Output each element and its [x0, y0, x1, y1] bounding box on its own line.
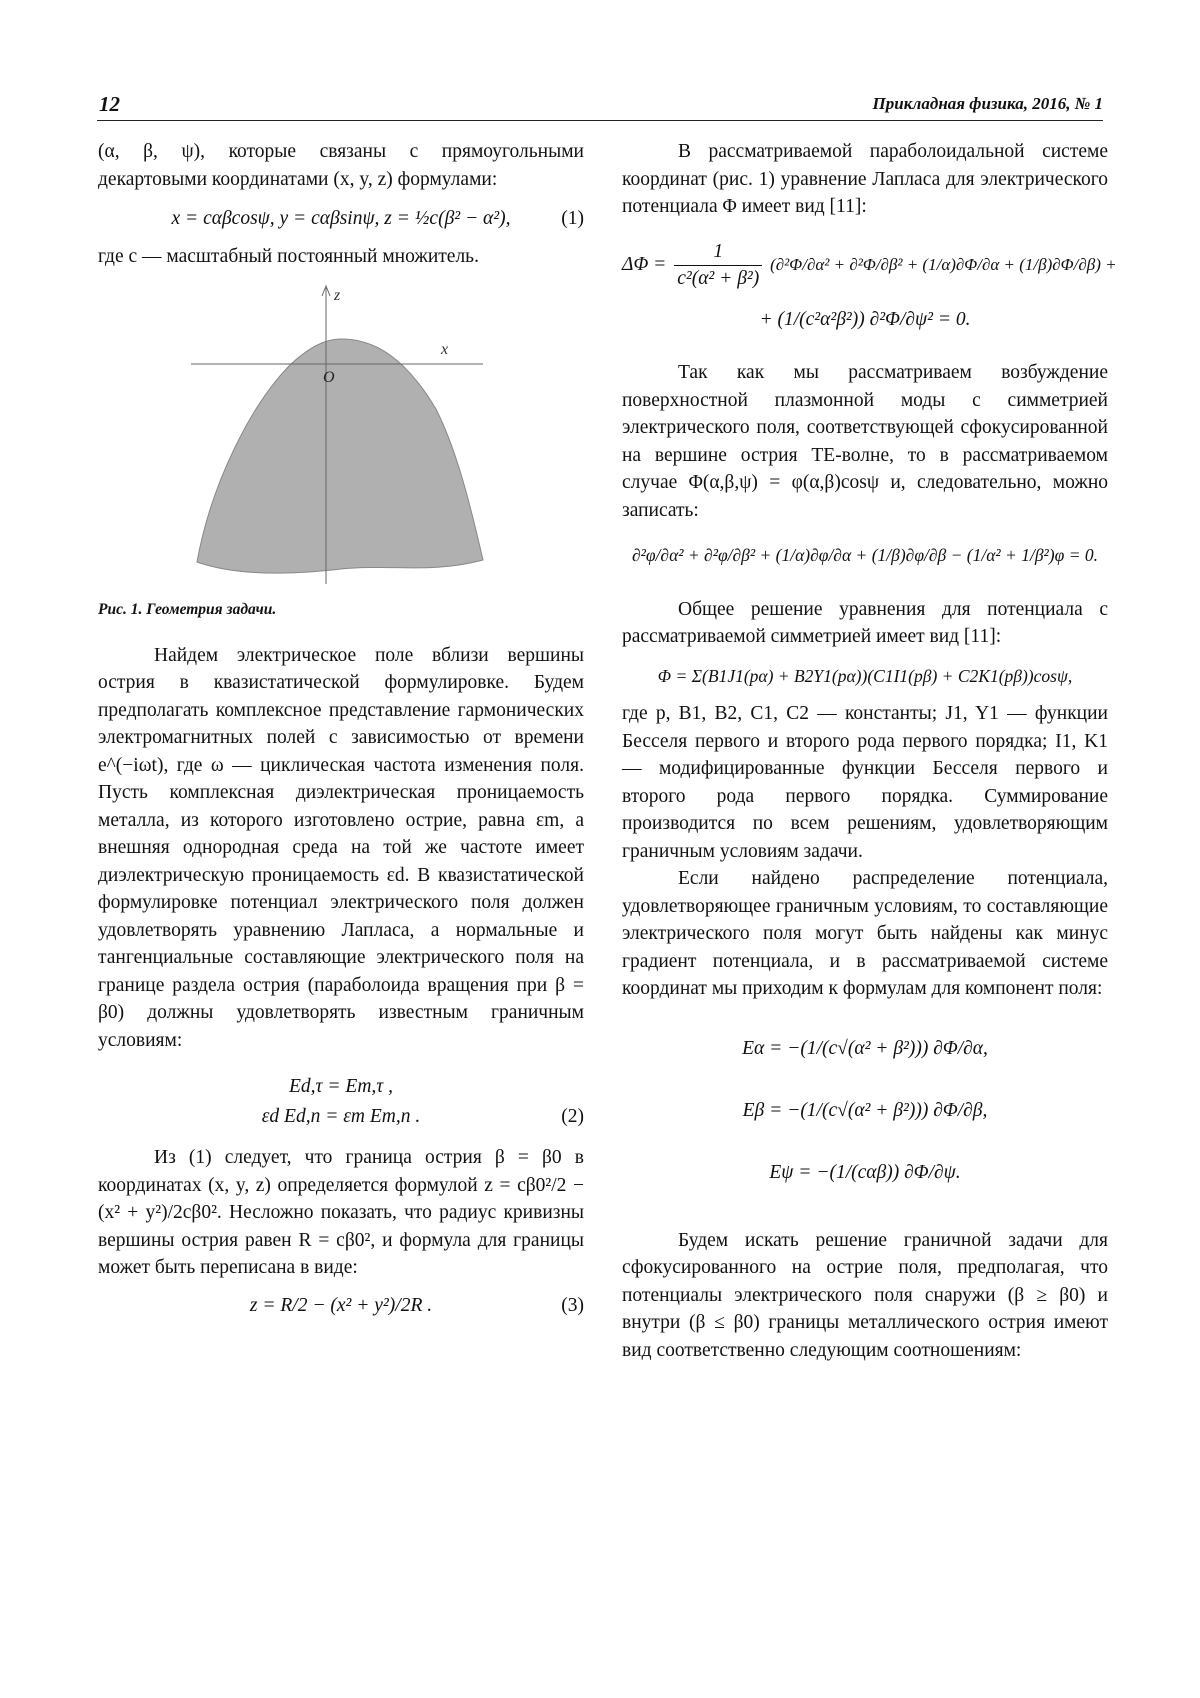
paragraph: Если найдено распределение потенциала, удовлетворяющее граничным условиям, то составляющие электрического поля могут быть найдены как минус градиент потенциала, и в рассматриваемой системе координат мы приходим к формулам для компонент поля: — [622, 868, 1108, 999]
equation-text: z = R/2 − (x² + y²)/2R . — [249, 1294, 433, 1316]
equation-text: ∂²φ/∂α² + ∂²φ/∂β² + (1/α)∂φ/∂α + (1/β)∂φ/∂β − (1/α² + 1/β²)φ = 0. — [631, 545, 1098, 565]
equation-3 — [98, 1292, 584, 1320]
equation-line: Ed,τ = Em,τ , — [288, 1076, 394, 1097]
paragraph: Так как мы рассматриваем возбуждение поверхностной плазмонной моды с симметрией электрического поля, соответствующей сфокусированной на вершине острия TE-волне, то в рассматриваемом случае Φ(α,β,ψ) = φ(α,β)cosψ и, следовательно, можно записать: — [622, 362, 1108, 521]
axis-z-label: z — [334, 287, 341, 304]
equation-2 — [98, 1072, 584, 1132]
equation-number: (1) — [561, 208, 584, 229]
potential-equation — [622, 542, 1108, 570]
equation-line — [622, 239, 1117, 292]
paragraph: (α, β, ψ), которые связаны с прямоугольными декартовыми координатами (x, y, z) формулами: — [98, 141, 584, 190]
equation-terms: (∂²Φ/∂α² + ∂²Φ/∂β² + (1/α)∂Φ/∂α + (1/β)∂Φ/∂β) + — [770, 254, 1117, 274]
paraboloid-tip-shape — [197, 339, 483, 573]
paragraph: где p, B1, B2, C1, C2 — константы; J1, Y1 — функции Бесселя первого и второго рода первого порядка; I1, K1 — модифицированные функции Бесселя первого и второго рода первого порядка. Суммирование производится по всем решениям, удовлетворяющим граничным условиям задачи. — [622, 703, 1108, 862]
fraction — [674, 239, 762, 292]
right-column — [622, 138, 1117, 1364]
paragraph: Из (1) следует, что граница острия β = β0 в координатах (x, y, z) определяется формулой z = cβ0²/2 − (x² + y²)/2cβ0². Несложно показать, что радиус кривизны вершины острия равен R = cβ0², и формула для границы может быть переписана в виде: — [98, 1147, 584, 1278]
running-header — [97, 92, 1103, 121]
laplace-equation — [622, 239, 1117, 334]
equation-number: (2) — [561, 1106, 584, 1127]
equation-line: Eα = −(1/(c√(α² + β²))) ∂Φ/∂α, — [742, 1037, 988, 1059]
journal-title: Прикладная физика, 2016, № 1 — [872, 94, 1103, 113]
equation-lhs: ΔΦ = — [622, 253, 667, 275]
page-number: 12 — [99, 92, 120, 116]
axis-x-label: x — [441, 341, 449, 358]
fraction-numerator: 1 — [674, 239, 762, 266]
paragraph: Будем искать решение граничной задачи для сфокусированного на острие поля, предполагая, что потенциалы электрического поля снаружи (β ≥ β0) и внутри (β ≤ β0) границы металлического острия имеют вид соответственно следующим соотношениям: — [622, 1229, 1108, 1361]
equation-text: Φ = Σ(B1J1(pα) + B2Y1(pα))(C1I1(pβ) + C2K1(pβ))cosψ, — [657, 665, 1073, 686]
field-components-equations — [622, 1029, 1108, 1193]
paragraph: где c — масштабный постоянный множитель. — [98, 245, 479, 267]
fraction-denominator: c²(α² + β²) — [677, 267, 760, 289]
paragraph: В рассматриваемой параболоидальной системе координат (рис. 1) уравнение Лапласа для электрического потенциала Φ имеет вид [11]: — [622, 141, 1108, 217]
geometry-figure — [191, 284, 491, 586]
equation-text: x = cαβcosψ, y = cαβsinψ, z = ½c(β² − α²), — [171, 208, 511, 229]
figure-caption: Рис. 1. Геометрия задачи. — [98, 601, 277, 618]
equation-line: + (1/(c²α²β²)) ∂²Φ/∂ψ² = 0. — [759, 308, 971, 330]
paragraph: Общее решение уравнения для потенциала с рассматриваемой симметрией имеет вид [11]: — [622, 598, 1108, 647]
equation-line: εd Ed,n = εm Em,n . — [261, 1106, 421, 1127]
equation-line: Eβ = −(1/(c√(α² + β²))) ∂Φ/∂β, — [742, 1099, 988, 1121]
origin-label: O — [323, 369, 335, 386]
left-column — [98, 138, 584, 1325]
equation-number: (3) — [561, 1294, 584, 1316]
equation-line: Eψ = −(1/(cαβ)) ∂Φ/∂ψ. — [769, 1161, 961, 1183]
equation-1 — [98, 205, 584, 233]
paragraph: Найдем электрическое поле вблизи вершины острия в квазистатической формулировке. Будем предполагать комплексное представление гармонических электромагнитных полей с зависимостью от времени e^(−iωt), где ω — циклическая частота изменения поля. Пусть комплексная диэлектрическая проницаемость металла, из которого изготовлено острие, равна εm, а внешняя однородная среда на той же частоте имеет диэлектрическую проницаемость εd. В квазистатической формулировке потенциал электрического поля должен удовлетворять уравнению Лапласа, а нормальные и тангенциальные составляющие электрического поля на границе раздела острия (параболоида вращения при β = β0) должны удовлетворять известным граничным условиям: — [98, 644, 584, 1051]
general-solution-equation — [622, 663, 1108, 691]
